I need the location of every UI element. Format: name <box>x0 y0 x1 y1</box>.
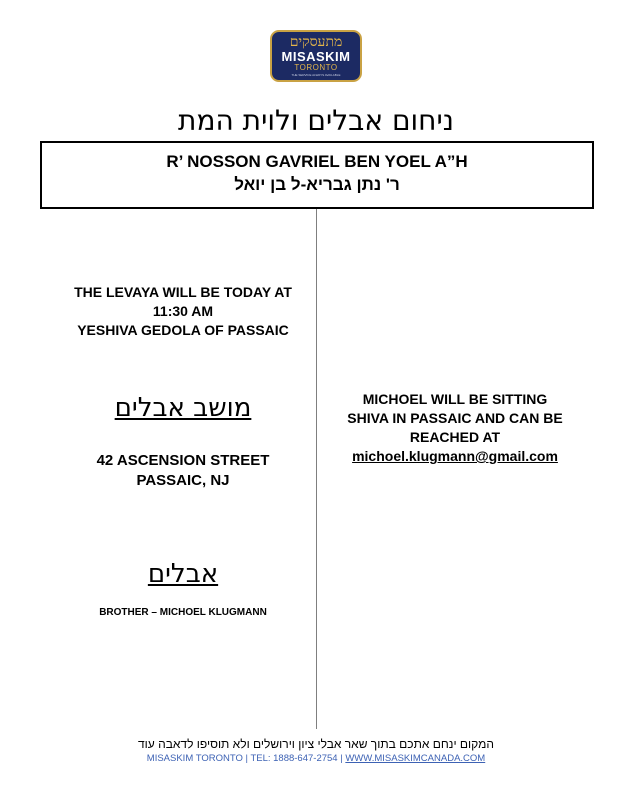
footer-hebrew-blessing: המקום ינחם אתכם בתוך שאר אבלי ציון וירושלים ולא תוסיפו לדאבה עוד <box>138 737 494 751</box>
logo-tagline: THE SERVICE ALWAYS AVAILABLE <box>291 73 341 77</box>
logo-subtitle: TORONTO <box>294 63 338 72</box>
shiva-address <box>40 451 326 491</box>
footer-contact-line <box>0 752 632 766</box>
footer-org: MISASKIM TORONTO <box>146 753 243 764</box>
aveilim-heading: אבלים <box>147 559 219 589</box>
levaya-details <box>40 283 326 340</box>
footer-separator: | <box>337 753 346 764</box>
footer-website-link[interactable]: WWW.MISASKIMCANADA.COM <box>345 753 486 764</box>
logo-hebrew-text: מתעסקים <box>289 34 343 50</box>
contact-line-1: MICHOEL WILL BE SITTING <box>362 391 548 407</box>
contact-line-3: REACHED AT <box>409 429 501 445</box>
levaya-location: YESHIVA GEDOLA OF PASSAIC <box>77 322 289 338</box>
deceased-name-hebrew: ר' נתן גבריא-ל בן יואל <box>234 175 400 194</box>
misaskim-logo <box>270 30 362 82</box>
deceased-name-english: R’ NOSSON GAVRIEL BEN YOEL A”H <box>166 152 468 171</box>
footer-separator: | <box>242 753 251 764</box>
levaya-time: 11:30 AM <box>152 303 214 319</box>
contact-line-2: SHIVA IN PASSAIC AND CAN BE <box>347 410 563 426</box>
address-line-2: PASSAIC, NJ <box>136 472 230 489</box>
logo-name: MISASKIM <box>281 49 351 64</box>
address-line-1: 42 ASCENSION STREET <box>96 452 270 469</box>
shiva-heading: מושב אבלים <box>114 393 252 423</box>
contact-email-link[interactable]: michoel.klugmann@gmail.com <box>352 448 558 464</box>
deceased-name-box <box>40 141 594 209</box>
levaya-line-1: THE LEVAYA WILL BE TODAY AT <box>74 284 292 300</box>
contact-details <box>320 390 590 466</box>
page-title: ניחום אבלים ולוית המת <box>178 104 454 137</box>
footer-phone: TEL: 1888-647-2754 <box>250 753 338 764</box>
mourner-brother: BROTHER – MICHOEL KLUGMANN <box>99 607 267 618</box>
